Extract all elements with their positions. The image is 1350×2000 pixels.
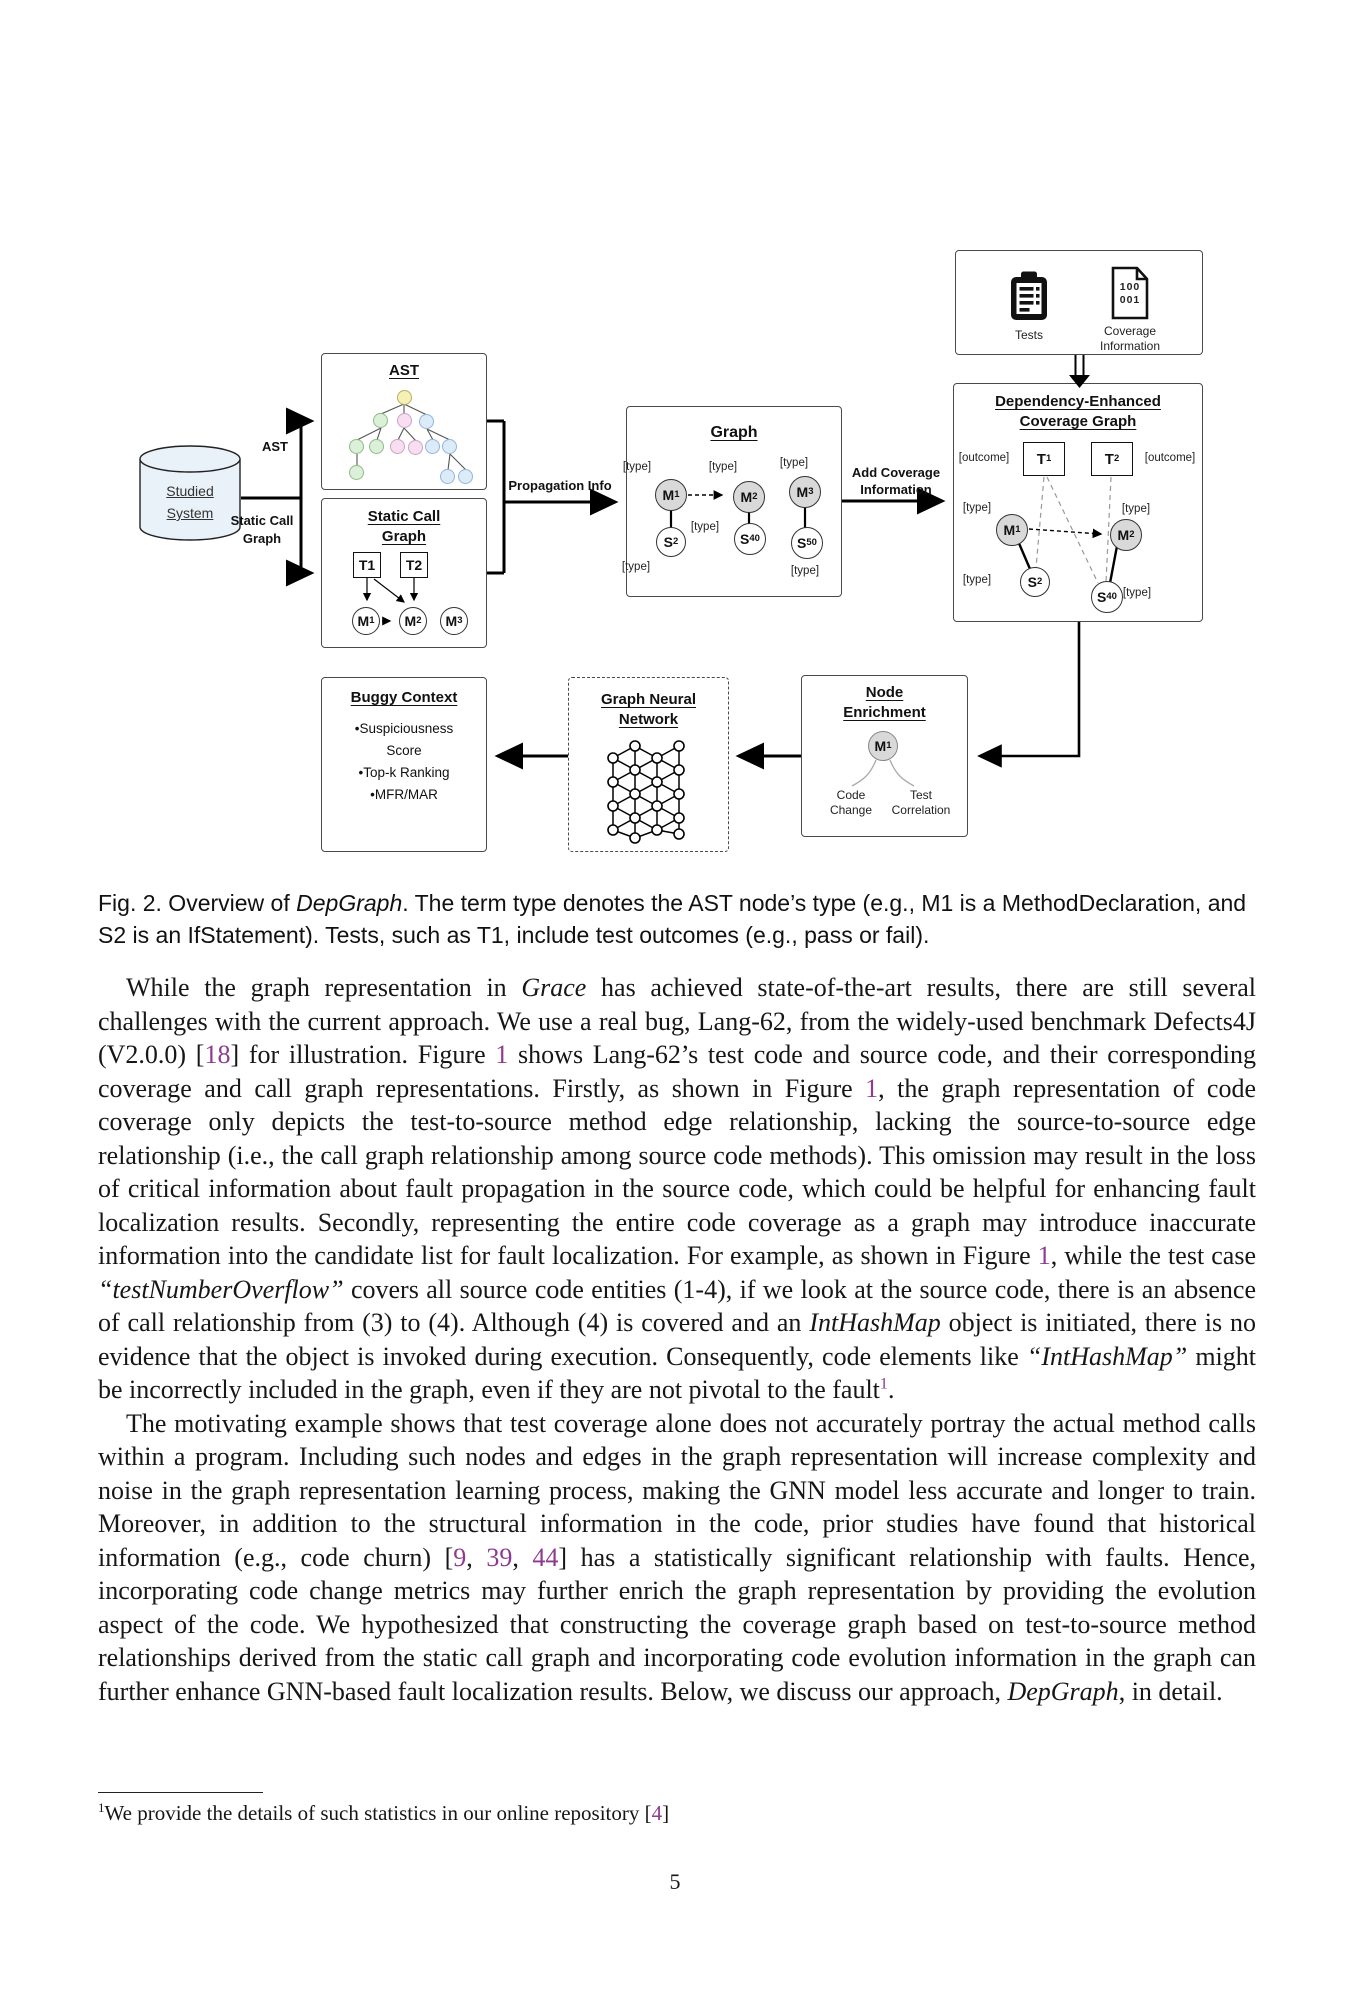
- buggy-item: •Top-k Ranking: [358, 765, 450, 780]
- text-segment: ] has a statistically significant relationship with faults. Hence, incorporating code change metrics may further enrich the graph representation by providing the evolution aspect of the code. We hypothesized that constructing the coverage graph based on test-to-source method relationships derived from the static call graph and incorporating code evolution information in the graph can further enhance GNN-based fault localization results. Below, we discuss our approach,: [98, 1542, 1257, 1706]
- graph-stmt-node-s2: [656, 527, 686, 557]
- studied-system-line2: System: [166, 505, 214, 521]
- node-sub: 1: [369, 615, 375, 627]
- text-segment: ] for illustration. Figure: [230, 1040, 496, 1069]
- test-correlation-line2: Correlation: [891, 803, 951, 817]
- arrow-label-ast: AST: [262, 439, 288, 454]
- dep-box-title: [954, 392, 1202, 432]
- node-label: M: [740, 489, 753, 505]
- node-label: M: [874, 738, 887, 754]
- graph-method-node-m3: [789, 476, 821, 508]
- text-segment: DepGraph: [1007, 1676, 1119, 1706]
- ast-node: [373, 413, 388, 428]
- type-label: [type]: [708, 461, 738, 473]
- buggy-box-items: [322, 718, 486, 806]
- node-label: M: [357, 613, 370, 629]
- scg-method-node-m3: [440, 607, 468, 635]
- page-number: 5: [669, 1869, 681, 1894]
- graph-method-node-m2: [733, 481, 765, 513]
- reference-link[interactable]: 1: [495, 1040, 509, 1069]
- node-label: T: [1104, 450, 1114, 468]
- text-segment: ]: [662, 1801, 670, 1825]
- flow-tests-to-dep-double: [1076, 355, 1084, 375]
- node-label: S: [797, 535, 807, 551]
- node-sub: 40: [749, 533, 760, 545]
- reference-link[interactable]: 1: [879, 1375, 888, 1393]
- ast-node: [425, 439, 440, 454]
- type-label: [type]: [1122, 587, 1152, 599]
- node-title-line1: Node: [865, 684, 904, 701]
- node-sub: 3: [457, 615, 463, 627]
- node-sub: 2: [1037, 576, 1043, 588]
- type-label: [type]: [621, 561, 651, 573]
- node-sub: 1: [886, 740, 892, 752]
- ast-node: [349, 439, 364, 454]
- outcome-label: [outcome]: [1144, 452, 1196, 464]
- text-segment: We provide the details of such statistics in our online repository [: [104, 1801, 652, 1825]
- dep-title-line2: Coverage Graph: [1019, 413, 1137, 430]
- buggy-item: •MFR/MAR: [370, 787, 438, 802]
- node-sub: 2: [752, 491, 758, 503]
- text-segment: ,: [512, 1542, 533, 1572]
- node-label: M: [1117, 527, 1130, 543]
- reference-link[interactable]: 1: [865, 1073, 879, 1103]
- arrow-label-static-call: [217, 512, 307, 548]
- text-segment: , while the test case: [1050, 1241, 1256, 1270]
- type-label: [type]: [790, 565, 820, 577]
- reference-link[interactable]: 4: [651, 1801, 663, 1825]
- scg-box-title: [322, 507, 486, 547]
- gnn-box-title: [569, 690, 728, 730]
- coverage-information-label: [1090, 324, 1170, 354]
- node-title-line2: Enrichment: [843, 704, 926, 721]
- scg-title-line1: Static Call: [367, 508, 441, 525]
- ast-node: [397, 413, 412, 428]
- arrow-label-static-call-line2: Graph: [242, 531, 282, 546]
- text-segment: IntHashMap: [809, 1308, 941, 1337]
- dep-title-line1: Dependency-Enhanced: [995, 393, 1161, 410]
- gnn-title-line1: Graph Neural: [600, 691, 697, 708]
- text-segment: covers all source code entities (1-4), if we look at the source code, there is an absence of call relationship from (3) to (4). Although (4) is covered and an: [98, 1274, 1256, 1337]
- type-label: [type]: [962, 574, 992, 586]
- type-label: [type]: [962, 502, 992, 514]
- node-sub: 50: [806, 537, 817, 549]
- text-segment: DepGraph: [296, 890, 403, 916]
- graph-stmt-node-s40: [734, 523, 766, 555]
- node-label: M: [662, 487, 675, 503]
- buggy-item: Score: [386, 743, 422, 758]
- text-segment: object is initiated, there is no evidence that the object is invoked during execution. Consequently, code elements like: [98, 1308, 1257, 1371]
- body-paragraph: [98, 1407, 1256, 1709]
- body-text: [98, 971, 1256, 1708]
- body-paragraph: [98, 971, 1256, 1407]
- text-segment: The motivating example shows that test coverage alone does not accurately portray the actual method calls within a program. Including such nodes and edges in the graph representation will increase complexity and noise in the graph representation learning process, making the GNN model less accurate and longer to train. Moreover, in addition to the structural information in the code, prior studies have found that historical information (e.g., code churn) [: [98, 1408, 1256, 1572]
- node-sub: 2: [416, 615, 422, 627]
- text-segment: . The term type denotes the AST node’s type (e.g., M1 is a MethodDeclaration, and S2 is an IfStatement). Tests, such as T1, include test outcomes (e.g., pass or fail).: [98, 890, 1247, 948]
- tests-label: Tests: [1014, 328, 1043, 342]
- buggy-item: •Suspiciousness: [354, 721, 454, 736]
- node-label: S: [1027, 574, 1038, 590]
- dep-test-node-t2: [1091, 442, 1133, 476]
- node-enrichment-m1: [868, 731, 898, 761]
- text-segment: 1: [98, 1800, 105, 1815]
- footnote: [98, 1801, 1256, 1826]
- node-label: M: [1003, 522, 1016, 538]
- type-label: [type]: [779, 457, 809, 469]
- arrow-label-add-coverage-line1: Add Coverage: [851, 465, 941, 480]
- node-label: T: [1036, 450, 1046, 468]
- studied-system-line1: Studied: [166, 483, 214, 499]
- node-sub: 3: [808, 486, 814, 498]
- arrow-label-propagation: Propagation Info: [508, 478, 612, 493]
- ast-node: [442, 439, 457, 454]
- ast-node: [408, 440, 423, 455]
- code-change-label: [817, 788, 885, 818]
- scg-title-line2: Graph: [381, 528, 427, 545]
- node-label: M: [796, 484, 809, 500]
- text-segment: ,: [466, 1542, 487, 1572]
- test-correlation-line1: Test: [909, 788, 932, 802]
- node-sub: 40: [1106, 591, 1117, 603]
- arrow-label-static-call-line1: Static Call: [230, 513, 294, 528]
- dep-method-node-m1: [996, 514, 1028, 546]
- text-segment: “IntHashMap”: [1026, 1341, 1188, 1371]
- footnote-rule: [98, 1792, 263, 1793]
- node-label: S: [740, 531, 750, 547]
- node-label: M: [404, 613, 417, 629]
- coverage-label-line2: Information: [1099, 339, 1161, 353]
- ast-box-title: AST: [389, 362, 419, 379]
- reference-link[interactable]: 9: [453, 1542, 467, 1572]
- text-segment: Fig. 2. Overview of: [98, 890, 297, 916]
- graph-stmt-node-s50: [791, 527, 823, 559]
- coverage-file-binary: [1113, 281, 1147, 307]
- figure-caption: [98, 888, 1256, 951]
- reference-link[interactable]: 1: [1037, 1241, 1051, 1270]
- reference-link[interactable]: 39: [486, 1542, 513, 1572]
- binary-line2: 001: [1119, 294, 1141, 306]
- type-label: [type]: [1121, 503, 1151, 515]
- text-segment: has achieved state-of-the-art results, there are still several challenges with the current approach. We use a real bug, Lang-62, from the widely-used benchmark Defects4J (V2.0.0) [: [98, 973, 1256, 1069]
- code-change-line1: Code: [836, 788, 866, 802]
- gnn-network-icon: [603, 736, 695, 848]
- node-label: S: [663, 534, 674, 550]
- graph-method-node-m1: [655, 479, 687, 511]
- scg-test-node-t1: T1: [353, 552, 381, 578]
- coverage-label-line1: Coverage: [1103, 324, 1157, 338]
- outcome-label: [outcome]: [958, 452, 1010, 464]
- text-segment: , in detail.: [1118, 1676, 1223, 1706]
- buggy-box-title: Buggy Context: [350, 689, 458, 706]
- scg-test-node-t2: T2: [400, 552, 428, 578]
- ast-node: [390, 439, 405, 454]
- scg-method-node-m1: [352, 607, 380, 635]
- test-correlation-label: [883, 788, 959, 818]
- ast-node: [440, 469, 455, 484]
- node-sub: 2: [1129, 529, 1135, 541]
- flow-dep-to-node: [981, 622, 1079, 756]
- arrow-label-add-coverage: [845, 464, 947, 498]
- node-label: M: [445, 613, 458, 629]
- ast-node: [458, 469, 473, 484]
- dep-method-node-m2: [1110, 519, 1142, 551]
- arrow-label-add-coverage-line2: Information: [860, 482, 932, 497]
- type-label: [type]: [690, 521, 720, 533]
- buggy-context-box: [321, 677, 487, 852]
- tests-clipboard-icon: [1008, 270, 1050, 322]
- figure-overview-diagram: [95, 240, 1255, 872]
- node-sub: 2: [673, 536, 679, 548]
- graph-box-title: Graph: [710, 424, 758, 441]
- binary-line1: 100: [1119, 281, 1141, 293]
- reference-link[interactable]: 18: [204, 1040, 231, 1069]
- ast-node: [419, 414, 434, 429]
- text-segment: “testNumberOverflow”: [98, 1274, 344, 1304]
- text-segment: , the graph representation of code coverage only depicts the test-to-source method edge relationship, lacking the source-to-source edge relationship (i.e., the call graph relationship among source code methods). This omission may result in the loss of critical information about fault propagation in the source code, which could be helpful for enhancing fault localization results. Secondly, representing the entire code coverage as a graph may introduce inaccurate information into the candidate list for fault localization. For example, as shown in Figure: [98, 1073, 1256, 1270]
- node-label: S: [1097, 589, 1107, 605]
- text-segment: .: [887, 1375, 895, 1404]
- scg-method-node-m2: [399, 607, 427, 635]
- ast-node: [369, 439, 384, 454]
- text-segment: might be incorrectly included in the graph, even if they are not pivotal to the fault: [98, 1341, 1257, 1404]
- node-sub: 1: [674, 489, 680, 501]
- ast-node: [397, 390, 412, 405]
- type-label: [type]: [622, 461, 652, 473]
- node-sub: 1: [1015, 524, 1021, 536]
- dep-stmt-node-s2: [1020, 567, 1050, 597]
- reference-link[interactable]: 44: [532, 1542, 559, 1572]
- flow-merge-bracket: [487, 421, 504, 573]
- node-box-title: [802, 683, 967, 723]
- gnn-title-line2: Network: [618, 711, 679, 728]
- ast-node: [349, 465, 364, 480]
- dep-test-node-t1: [1023, 442, 1065, 476]
- text-segment: shows Lang-62’s test code and source code, and their corresponding coverage and call graph representations. Firstly, as shown in Figure: [98, 1040, 1256, 1103]
- code-change-line2: Change: [829, 803, 873, 817]
- node-sub: 1: [1045, 453, 1052, 465]
- text-segment: While the graph representation in: [126, 973, 522, 1002]
- node-sub: 2: [1113, 453, 1120, 465]
- text-segment: Grace: [521, 973, 587, 1002]
- dep-stmt-node-s40: [1091, 581, 1123, 613]
